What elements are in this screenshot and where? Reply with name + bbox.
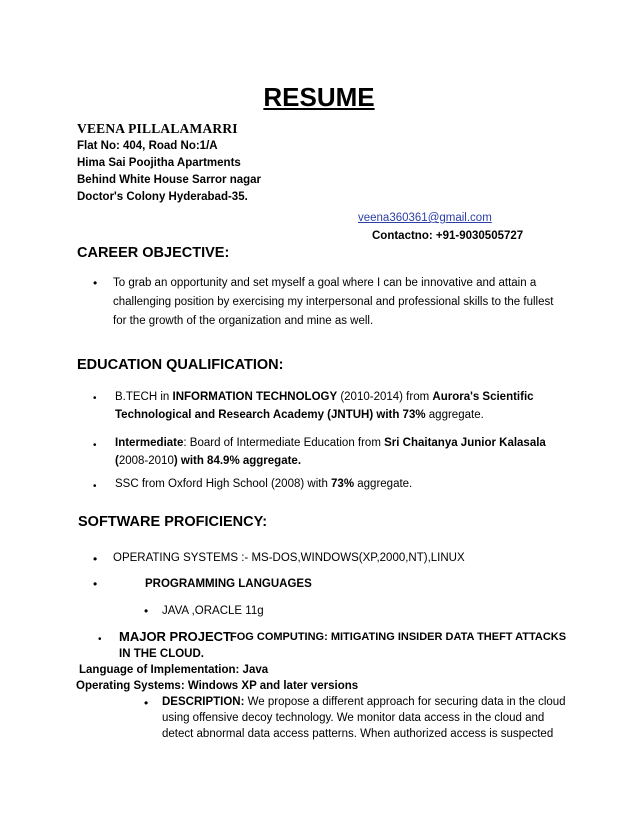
- bullet-icon: •: [144, 604, 149, 618]
- address-line-1: Flat No: 404, Road No:1/A: [77, 140, 218, 152]
- contact-number: Contactno: +91-9030505727: [372, 230, 524, 242]
- bullet-icon: •: [93, 481, 97, 492]
- education-heading: EDUCATION QUALIFICATION:: [77, 357, 284, 373]
- software-os: OPERATING SYSTEMS :- MS-DOS,WINDOWS(XP,2000,NT),LINUX: [113, 552, 465, 564]
- bullet-icon: •: [98, 634, 102, 645]
- bullet-icon: •: [93, 577, 98, 591]
- software-heading: SOFTWARE PROFICIENCY:: [78, 514, 268, 530]
- education-inter-line-2: (2008-2010) with 84.9% aggregate.: [115, 455, 302, 467]
- project-os: Operating Systems: Windows XP and later versions: [76, 680, 359, 692]
- education-btech-line-1: B.TECH in INFORMATION TECHNOLOGY (2010-2014) from Aurora's Scientific: [115, 391, 534, 403]
- project-description-line-2: using offensive decoy technology. We monitor data access in the cloud and: [162, 712, 545, 724]
- bullet-icon: •: [93, 393, 97, 404]
- project-description-line-1: DESCRIPTION: We propose a different approach for securing data in the cloud: [162, 696, 566, 708]
- address-line-2: Hima Sai Poojitha Apartments: [77, 157, 241, 169]
- career-line-2: challenging position by exercising my interpersonal and professional skills to the fullest: [113, 296, 554, 308]
- candidate-name: VEENA PILLALAMARRI: [77, 121, 238, 136]
- bullet-icon: •: [93, 276, 98, 290]
- bullet-icon: •: [93, 552, 98, 566]
- education-btech-line-2: Technological and Research Academy (JNTUH) with 73% aggregate.: [115, 409, 484, 421]
- address-line-3: Behind White House Sarror nagar: [77, 174, 262, 186]
- email-link[interactable]: veena360361@gmail.com: [358, 212, 492, 224]
- page-title: RESUME: [263, 82, 375, 112]
- education-ssc-line: SSC from Oxford High School (2008) with 73% aggregate.: [115, 478, 413, 490]
- bullet-icon: •: [144, 696, 149, 710]
- career-objective-heading: CAREER OBJECTIVE:: [77, 245, 230, 261]
- project-language: Language of Implementation: Java: [79, 664, 269, 676]
- project-description-line-3: detect abnormal data access patterns. When authorized access is suspected: [162, 728, 554, 740]
- software-java: JAVA ,ORACLE 11g: [162, 605, 264, 617]
- project-title-line-2: IN THE CLOUD.: [119, 648, 204, 660]
- project-title-line-1: FOG COMPUTING: MITIGATING INSIDER DATA THEFT ATTACKS: [230, 631, 567, 643]
- career-line-1: To grab an opportunity and set myself a goal where I can be innovative and attain a: [113, 277, 537, 289]
- address-line-4: Doctor's Colony Hyderabad-35.: [77, 191, 248, 203]
- career-line-3: for the growth of the organization and mine as well.: [113, 315, 374, 327]
- education-inter-line-1: Intermediate: Board of Intermediate Education from Sri Chaitanya Junior Kalasala: [115, 437, 546, 449]
- project-label: MAJOR PROJECT:: [119, 629, 234, 644]
- bullet-icon: •: [93, 440, 97, 451]
- software-programming: PROGRAMMING LANGUAGES: [145, 578, 312, 590]
